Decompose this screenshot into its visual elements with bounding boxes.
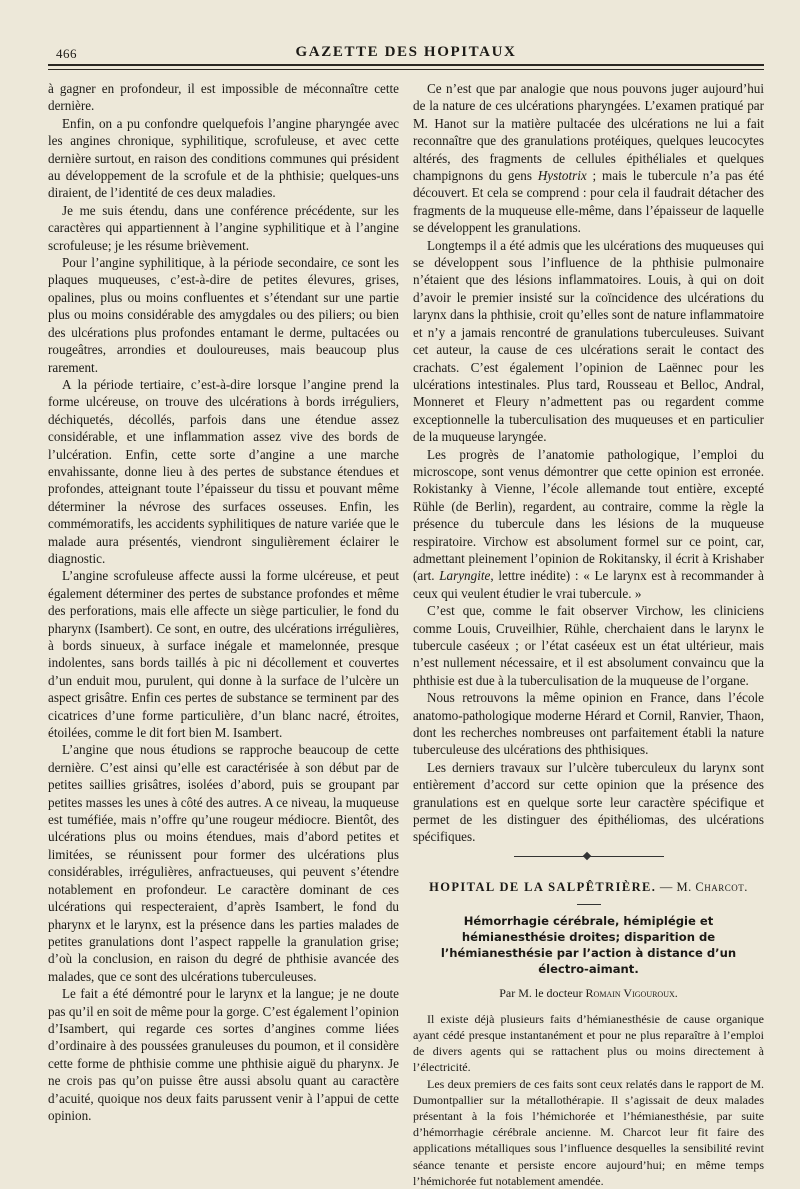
heading-dash: — M. [656, 879, 696, 894]
text-run: , lettre inédite) : « Le larynx est à recommander à ceux qui veulent étudier le vrai tubercule. » [413, 568, 764, 601]
text-run: ; mais le tubercule n’a pas été découvert. Et cela se comprend : pour cela il faudrait détacher des fragments de la muqueuse elle-même, dans l’épaisseur de laquelle se développent les granulations. [413, 168, 765, 236]
paragraph [413, 446, 764, 603]
journal-title: GAZETTE DES HOPITAUX [295, 44, 517, 60]
paragraph: L’angine que nous étudions se rapproche beaucoup de cette dernière. C’est ainsi qu’elle est caractérisée à son début par de petites saillies grisâtres, isolées d’abord, puis se groupant par petites masses les unes à côté des autres. A ce niveau, la muqueuse est tuméfiée, mais n’offre qu’une rougeur médiocre. Bientôt, des ulcérations plus ou moins étendues, mais d’abord petites et limitées, se réunissent pour former des ulcérations plus considérables, irrégulières, anfractueuses, qui peuvent s’étendre notablement en profondeur. Le caractère dominant de ces ulcérations qui respecteraient, d’après Isambert, le fond du pharynx et le larynx, est la présence dans les parties malades de petites granulations dont l’aspect rappelle la granulation grise; d’où la conclusion, en raison du degré de phthisie avancée des malades, que ce sont des ulcérations tuberculeuses. [48, 742, 399, 984]
newspaper-page [48, 38, 765, 1188]
header-double-rule [48, 69, 764, 70]
short-rule [577, 904, 601, 905]
right-column [413, 80, 764, 1189]
italic-term: Laryngite [439, 568, 491, 584]
left-column [48, 80, 399, 1189]
italic-term: Hystotrix [537, 168, 587, 184]
professor-name: Charcot. [695, 879, 748, 894]
section-heading [413, 879, 764, 896]
page-number: 466 [56, 46, 77, 61]
paragraph: Nous retrouvons la même opinion en France, dans l’école anatomo-pathologique moderne Hérard et Cornil, Ranvier, Thaon, dont les recherches nombreuses ont parfaitement établi la nature tuberculeuse des ulcérations des phthisiques. [413, 690, 764, 758]
paragraph: L’angine scrofuleuse affecte aussi la forme ulcéreuse, et peut également déterminer des pertes de substance profondes et même des perforations, mais elle affecte un siège particulier, le fond du pharynx (Isambert). Ce sont, en outre, des ulcérations irrégulières, à bords sinueux, à surface inégale et mamelonnée, presque indolentes, sans bords taillés à pic ni décollement et couvertes d’un enduit mou, purulent, qui donne à la surface de l’ulcère un aspect grisâtre. Enfin ces pertes de substance se terminent par des cicatrices d’une forme particulière, d’un blanc nacré, étroites, étoilées, comme le dit fort bien M. Isambert. [48, 568, 399, 741]
paragraph: Il existe déjà plusieurs faits d’hémianesthésie de cause organique ayant cédé presque instantanément et pour ne plus reparaître à l’emploi de divers agents qui se rattachent plus ou moins directement à l’électricité. [413, 1011, 764, 1075]
diamond-ornament-icon [582, 852, 590, 860]
paragraph: Longtemps il a été admis que les ulcérations des muqueuses qui se développent sous l’influence de la phthisie pulmonaire n’étaient que des lésions inflammatoires. Louis, à qui on doit d’avoir le premier insisté sur la coïncidence des ulcérations du larynx dans la phthisie, croit qu’elles sont de nature inflammatoire et n’y a jamais rencontré de granulations tuberculeuses. Suivant cet auteur, la cause de ces ulcérations serait le contact des crachats. C’est également l’opinion de Laënnec pour les ulcérations intestinales. Plus tard, Rousseau et Belloc, Andral, Monneret et Fleury n’admettent pas ou regardent comme exceptionnelle la tuberculisation des muqueuses et en particulier de la muqueuse laryngée. [413, 237, 764, 445]
page-header [48, 38, 764, 66]
article-title: Hémorrhagie cérébrale, hémiplégie et hémianesthésie droites; disparition de l’hémianesthésie par l’action à distance d’un électro-aimant. [440, 914, 737, 977]
section-separator [514, 856, 664, 857]
paragraph: C’est que, comme le fait observer Virchow, les cliniciens comme Louis, Cruveilhier, Rühle, cherchaient dans le larynx le tubercule caséeux ; or l’état caséeux est un état ultérieur, mais n’est nullement nécessaire, et il est absolument convaincu que la phthisie est due à la tuberculisation de la muqueuse de l’organe. [413, 603, 764, 688]
paragraph [413, 80, 764, 237]
paragraph: Les deux premiers de ces faits sont ceux relatés dans le rapport de M. Dumontpallier sur la métallothérapie. Il s’agissait de deux malades présentant à la fois l’hémichorée et l’hémianesthésie, par suite d’hémorrhagie cérébrale ancienne. M. Charcot leur fit faire des applications métalliques sous l’influence desquelles la sensibilité revint séance tenante et persiste encore aujourd’hui; en même temps l’hémichorée fut notablement amendée. [413, 1076, 764, 1188]
paragraph: Les derniers travaux sur l’ulcère tuberculeux du larynx sont entièrement d’accord sur cette opinion que la présence des granulations est en quelque sorte leur caractère spécifique et permet de les distinguer des épithéliomas, des ulcérations spécifiques. [413, 759, 764, 845]
paragraph: Enfin, on a pu confondre quelquefois l’angine pharyngée avec les angines chronique, syphilitique, scrofuleuse, et avec cette dernière surtout, en raison des conditions communes qui président au développement de la scrofule et de la phthisie; quelques-uns diraient, de l’identité de ces deux maladies. [48, 115, 399, 201]
paragraph: Je me suis étendu, dans une conférence précédente, sur les caractères qui appartiennent à l’angine syphilitique et à l’angine scrofuleuse; je les résume brièvement. [48, 202, 399, 253]
paragraph: Le fait a été démontré pour le larynx et la langue; je ne doute pas qu’il en soit de même pour la gorge. C’est également l’opinion d’Isambert, qui regarde ces sortes d’angines comme liées d’ordinaire à des poussées granuleuses du poumon, et il considère cette forme de phthisie comme une phthisie aiguë du pharynx. Je ne crois pas qu’on puisse être aussi absolu quant au caractère d’acuité, quoique nos deux faits parussent venir à l’appui de cette opinion. [48, 986, 399, 1123]
byline-author: Romain Vigouroux. [585, 986, 678, 1001]
paragraph: Pour l’angine syphilitique, à la période secondaire, ce sont les plaques muqueuses, c’est-à-dire de petites élevures, grises, opalines, plus ou moins confluentes et s’étendant sur une partie plus ou moins considérable des amygdales ou des piliers; ou bien des ulcérations plus profondes entamant le derme, pultacées ou rougeâtres, arrondies et douloureuses, mais beaucoup plus rarement. [48, 255, 399, 375]
text-columns [48, 80, 764, 1189]
article-body [413, 1011, 764, 1189]
text-run: Les progrès de l’anatomie pathologique, l’emploi du microscope, sont venus démontrer que cette opinion est erronée. Rokistanky à Vienne, l’école allemande tout entière, excepté Rühle (de Berlin), regardent, au contraire, comme la règle la présence du tubercule dans les lésions de la muqueuse respiratoire. Virchow est absolument formel sur ce point, car, admettant pleinement l’opinion de Rokitansky, il écrit à Krishaber (art. [413, 446, 764, 584]
hospital-name: HOPITAL DE LA SALPÊTRIÈRE. [429, 879, 657, 894]
byline-prefix: Par M. le docteur [499, 986, 586, 1001]
article-byline [413, 985, 764, 1002]
paragraph: A la période tertiaire, c’est-à-dire lorsque l’angine prend la forme ulcéreuse, on trouve des ulcérations à bords irréguliers, déchiquetés, décollés, parfois dans une étendue assez considérable, et une inflammation assez vive des bords de l’ulcération. Enfin, cette sorte d’angine a une marche envahissante, donne lieu à des pertes de substance étendues et profondes, atteignant toute l’épaisseur du tissu et pouvant même déterminer la névrose des surfaces osseuses. Enfin, les commémoratifs, les accidents syphilitiques de nature variée que le malade aura présentés, viendront singulièrement éclairer le diagnostic. [48, 376, 399, 566]
paragraph: à gagner en profondeur, il est impossible de méconnaître cette dernière. [48, 81, 399, 114]
text-run: Ce n’est que par analogie que nous pouvons juger aujourd’hui de la nature de ces ulcérations pharyngées. L’examen pratiqué par M. Hanot sur la matière pultacée des ulcérations ne lui a fait reconnaître que des granulations protéiques, quelques leucocytes altérés, des fragments de cellules épithéliales et quelques champignons du gens [413, 81, 764, 184]
